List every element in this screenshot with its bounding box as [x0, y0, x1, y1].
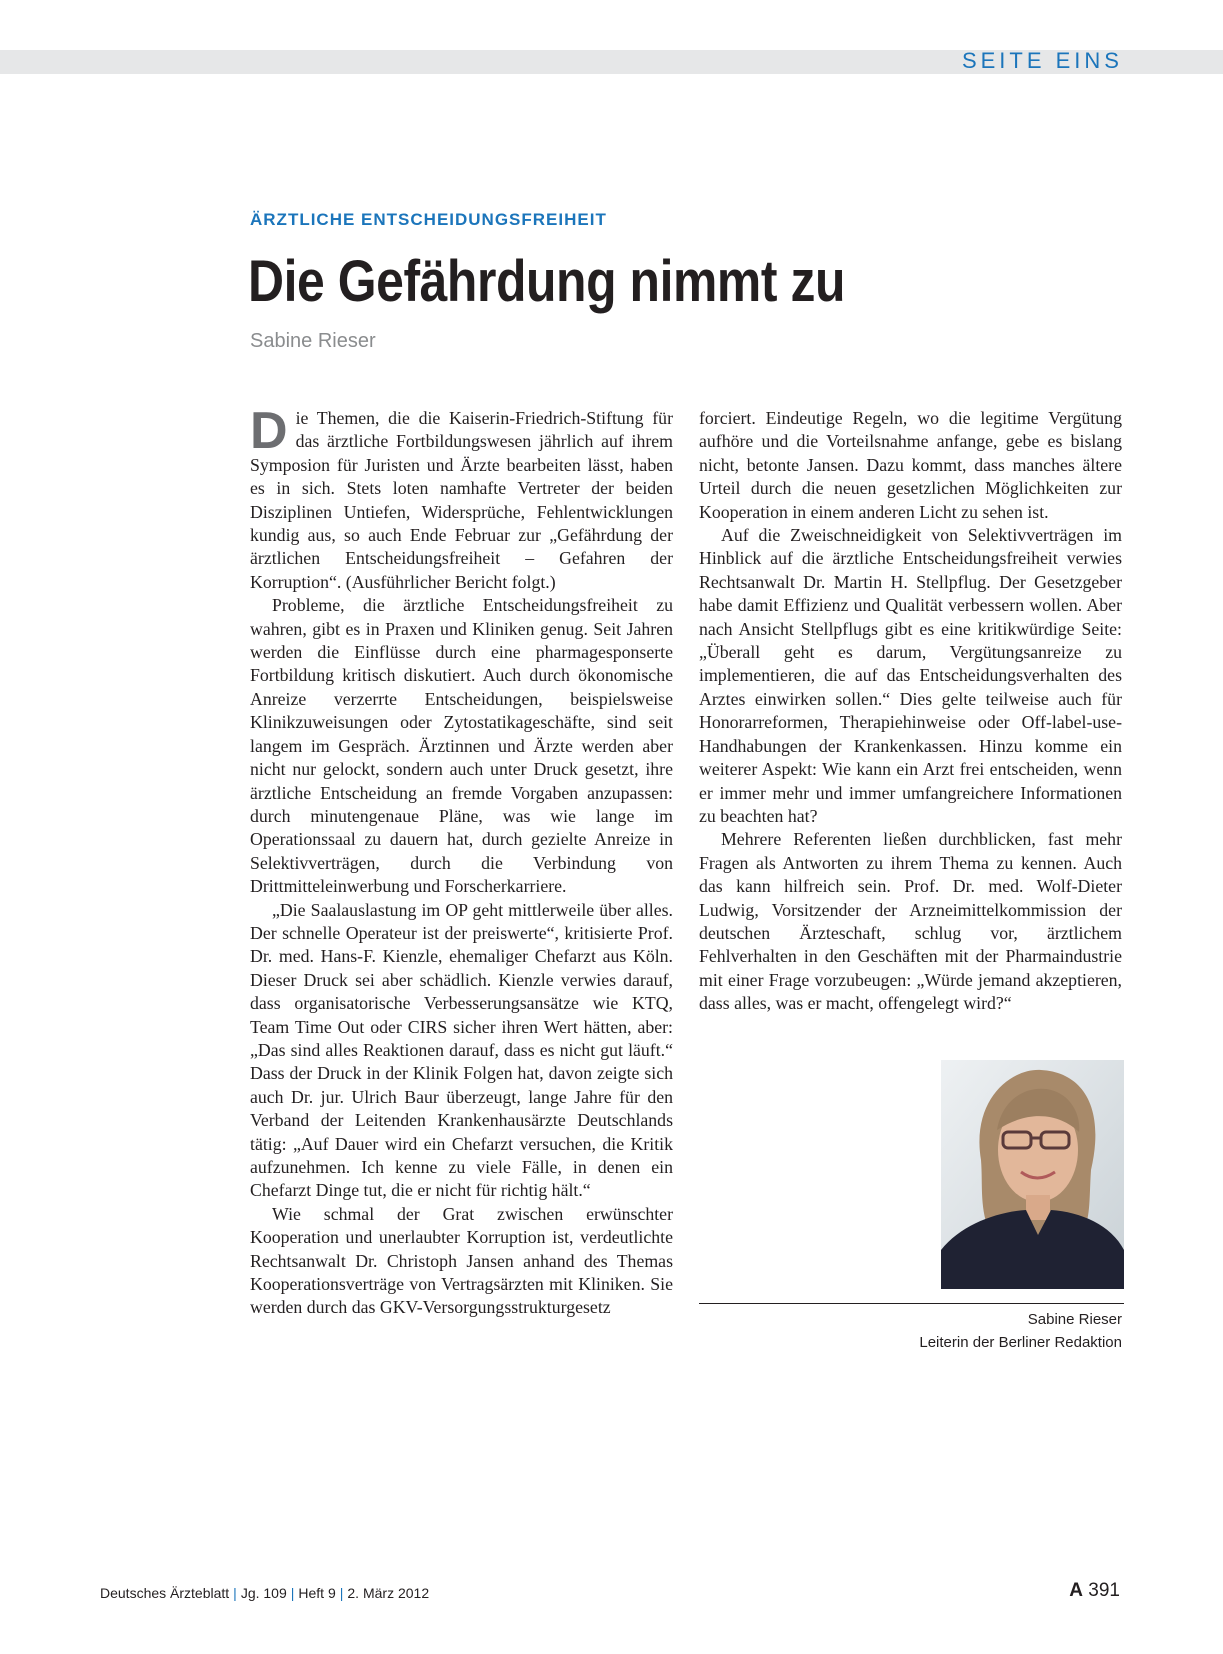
issue: Heft 9	[298, 1585, 336, 1601]
separator-icon: |	[290, 1585, 295, 1601]
volume: Jg. 109	[240, 1585, 287, 1601]
section-label: SEITE EINS	[961, 48, 1123, 73]
footer-citation	[100, 1585, 429, 1601]
photo-caption	[919, 1308, 1122, 1354]
page-number-value: 391	[1088, 1580, 1120, 1601]
paragraph: Auf die Zweischneidigkeit von Selektivverträgen im Hinblick auf die ärztliche Entscheidungsfreiheit verwies Rechtsanwalt Dr. Martin H. Stellpflug. Der Gesetzgeber habe damit Effizienz und Qualität verbessern wollen. Aber nach Ansicht Stellpflugs gibt es eine kritikwürdige Seite: „Überall geht es darum, Vergütungsanreize zu implementieren, die auf das Entscheidungsverhalten des Arztes einwirken sollen.“ Dies gelte teilweise auch für Honorarreformen, Therapiehinweise oder Off-label-use-Handhabungen der Krankenkassen. Hinzu komme ein weiterer Aspekt: Wie kann ein Arzt frei entscheiden, wenn er immer mehr und immer umfangreichere Informationen zu beachten hat?	[699, 525, 1122, 826]
article-author: Sabine Rieser	[250, 330, 376, 352]
author-portrait	[941, 1060, 1124, 1289]
issue-date: 2. März 2012	[347, 1585, 430, 1601]
paragraph: „Die Saalauslastung im OP geht mittlerweile über alles. Der schnelle Operateur ist der preiswerte“, kritisierte Prof. Dr. med. Hans-F. Kienzle, ehemaliger Chefarzt aus Köln. Dieser Druck sei aber schädlich. Kienzle verwies darauf, dass organisatorische Verbesserungsansätze wie KTQ, Team Time Out oder CIRS sicher ihren Wert hätten, aber: „Das sind alles Reaktionen darauf, dass es nicht gut läuft.“ Dass der Druck in der Klinik Folgen hat, davon zeigte sich auch Dr. jur. Ulrich Baur überzeugt, lange Jahre für den Verband der Leitenden Krankenhausärzte Deutschlands tätig: „Auf Dauer wird ein Chefarzt versuchen, die Kritik aufzunehmen. Ich kenne zu viele Fälle, in denen ein Chefarzt Dinge tut, die er nicht für richtig hält.“	[250, 899, 673, 1201]
publication-name: Deutsches Ärzteblatt	[100, 1585, 230, 1601]
paragraph: Mehrere Referenten ließen durchblicken, fast mehr Fragen als Antworten zu ihrem Thema zu kennen. Auch das kann hilfreich sein. Prof. Dr. med. Wolf-Dieter Ludwig, Vorsitzender der Arzneimittelkommission der deutschen Ärzteschaft, schlug vor, ärztlichem Fehlverhalten in den Geschäften mit der Pharmaindustrie mit einer Frage vorzubeugen: „Würde jemand akzeptieren, dass alles, was er macht, offengelegt wird?“	[699, 829, 1122, 1014]
portrait-illustration	[941, 1060, 1124, 1289]
paragraph: Wie schmal der Grat zwischen erwünschter Kooperation und unerlaubter Korruption ist, verdeutlichte Rechtsanwalt Dr. Christoph Jansen anhand des Themas Kooperationsverträge von Vertragsärzten mit Kliniken. Sie werden durch das GKV-Versorgungsstrukturgesetz	[250, 1203, 673, 1318]
drop-cap: D	[250, 402, 288, 460]
article-headline: Die Gefährdung nimmt zu	[248, 249, 846, 314]
article-column-right	[699, 407, 1122, 1016]
separator-icon: |	[233, 1585, 237, 1601]
caption-name: Sabine Rieser	[1027, 1311, 1122, 1328]
paragraph: forciert. Eindeutige Regeln, wo die legitime Vergütung aufhöre und die Vorteilsnahme anfange, gebe es bislang nicht, betonte Jansen. Dazu kommt, dass manches ältere Urteil durch die neuen gesetzlichen Möglichkeiten zur Kooperation in einem anderen Licht zu sehen ist.	[699, 408, 1122, 522]
page-prefix: A	[1069, 1580, 1084, 1601]
page-number	[1069, 1580, 1120, 1602]
caption-rule	[699, 1303, 1124, 1304]
article-kicker: ÄRZTLICHE ENTSCHEIDUNGSFREIHEIT	[250, 210, 607, 229]
paragraph: Probleme, die ärztliche Entscheidungsfreiheit zu wahren, gibt es in Praxen und Kliniken genug. Seit Jahren werden die Einflüsse durch eine pharmagesponserte Fortbildung kritisch diskutiert. Auch durch ökonomische Anreize verzerrte Entscheidungen, beispielsweise Klinikzuweisungen oder Zytostatikageschäfte, sind seit langem im Gespräch. Ärztinnen und Ärzte werden aber nicht nur gelockt, sondern auch unter Druck gesetzt, ihre ärztliche Entscheidung an fremde Vorgaben anzupassen: durch minutengenaue Pläne, was wie lange im Operationssaal zu dauern hat, durch gezielte Anreize in Selektivverträgen, durch die Verbindung von Drittmitteleinwerbung und Forscherkarriere.	[250, 595, 673, 897]
paragraph: Die Themen, die die Kaiserin-Friedrich-Stiftung für das ärztliche Fortbildungswesen jährlich auf ihrem Symposion für Juristen und Ärzte bearbeiten lässt, haben es in sich. Stets loten namhafte Vertreter der beiden Disziplinen Untiefen, Widersprüche, Fehlentwicklungen kundig aus, so auch Ende Februar zur „Gefährdung der ärztlichen Entscheidungsfreiheit – Gefahren der Korruption“. (Ausführlicher Bericht folgt.)	[250, 402, 673, 592]
separator-icon: |	[339, 1585, 344, 1601]
article-column-left	[250, 402, 673, 1320]
caption-role: Leiterin der Berliner Redaktion	[919, 1334, 1122, 1351]
